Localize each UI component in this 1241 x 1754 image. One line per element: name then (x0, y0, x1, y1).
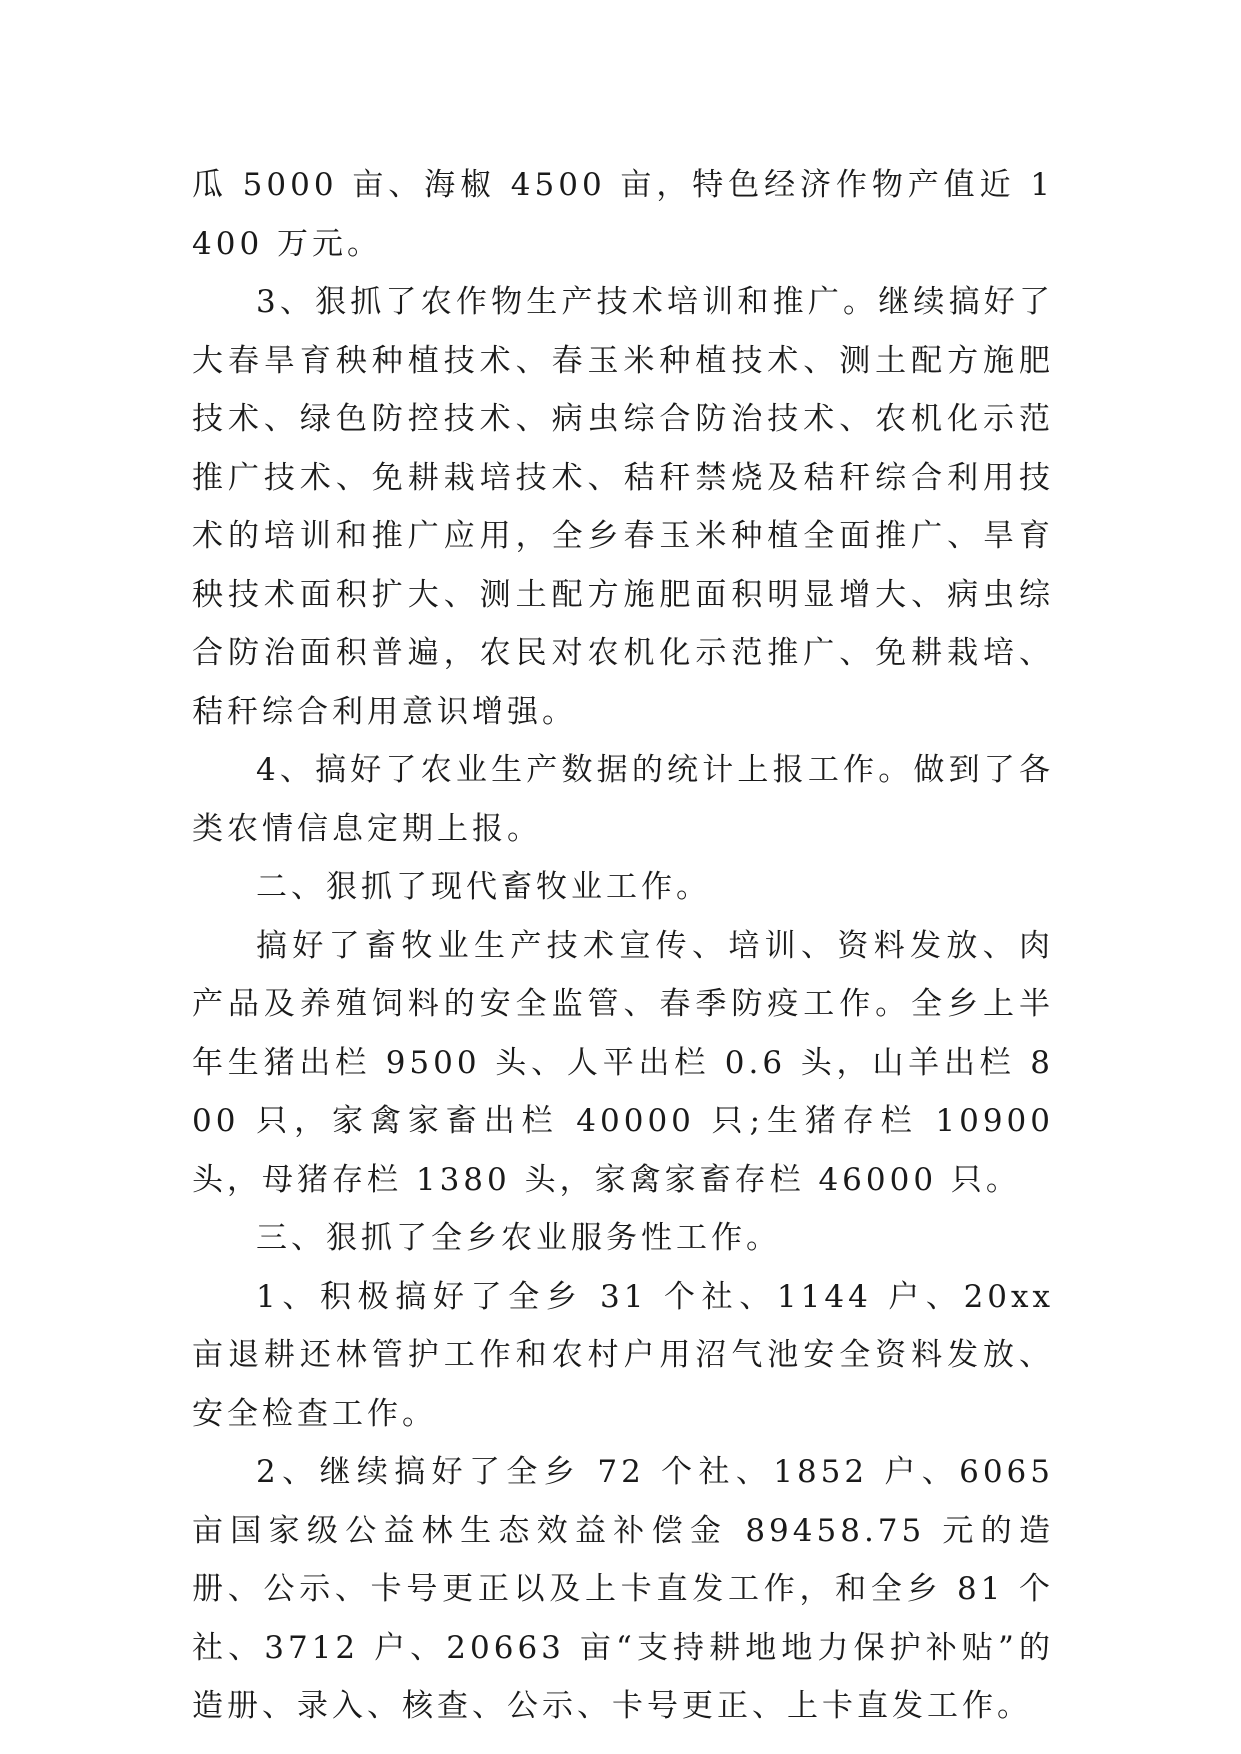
paragraph-forest-compensation: 2、继续搞好了全乡 72 个社、1852 户、6065 亩国家级公益林生态效益补偿金 89458.75 元的造册、公示、卡号更正以及上卡直发工作，和全乡 81 个社、3712 户、20663 亩“支持耕地地力保护补贴”的造册、录入、核查、公示、卡号更正、上卡直发工作。 (192, 1454, 1054, 1724)
section-heading-animal-husbandry: 二、狠抓了现代畜牧业工作。 (256, 869, 711, 905)
paragraph-reforestation: 1、积极搞好了全乡 31 个社、1144 户、20xx 亩退耕还林管护工作和农村户用沼气池安全资料发放、安全检查工作。 (192, 1278, 1054, 1432)
paragraph-continuation: 瓜 5000 亩、海椒 4500 亩，特色经济作物产值近 1400 万元。 (192, 167, 1054, 262)
paragraph-statistics-reporting: 4、搞好了农业生产数据的统计上报工作。做到了各类农情信息定期上报。 (192, 752, 1054, 847)
section-heading-agri-services: 三、狠抓了全乡农业服务性工作。 (256, 1220, 781, 1256)
document-body (192, 156, 1054, 1736)
paragraph-animal-husbandry: 搞好了畜牧业生产技术宣传、培训、资料发放、肉产品及养殖饲料的安全监管、春季防疫工作。全乡上半年生猪出栏 9500 头、人平出栏 0.6 头，山羊出栏 800 只，家禽家畜出栏 40000 只;生猪存栏 10900 头，母猪存栏 1380 头，家禽家畜存栏 46000 只。 (192, 927, 1054, 1198)
paragraph-crop-tech-training: 3、狠抓了农作物生产技术培训和推广。继续搞好了大春旱育秧种植技术、春玉米种植技术、测土配方施肥技术、绿色防控技术、病虫综合防治技术、农机化示范推广技术、免耕栽培技术、秸秆禁烧及秸秆综合利用技术的培训和推广应用，全乡春玉米种植全面推广、旱育秧技术面积扩大、测土配方施肥面积明显增大、病虫综合防治面积普遍，农民对农机化示范推广、免耕栽培、秸秆综合利用意识增强。 (192, 284, 1054, 730)
